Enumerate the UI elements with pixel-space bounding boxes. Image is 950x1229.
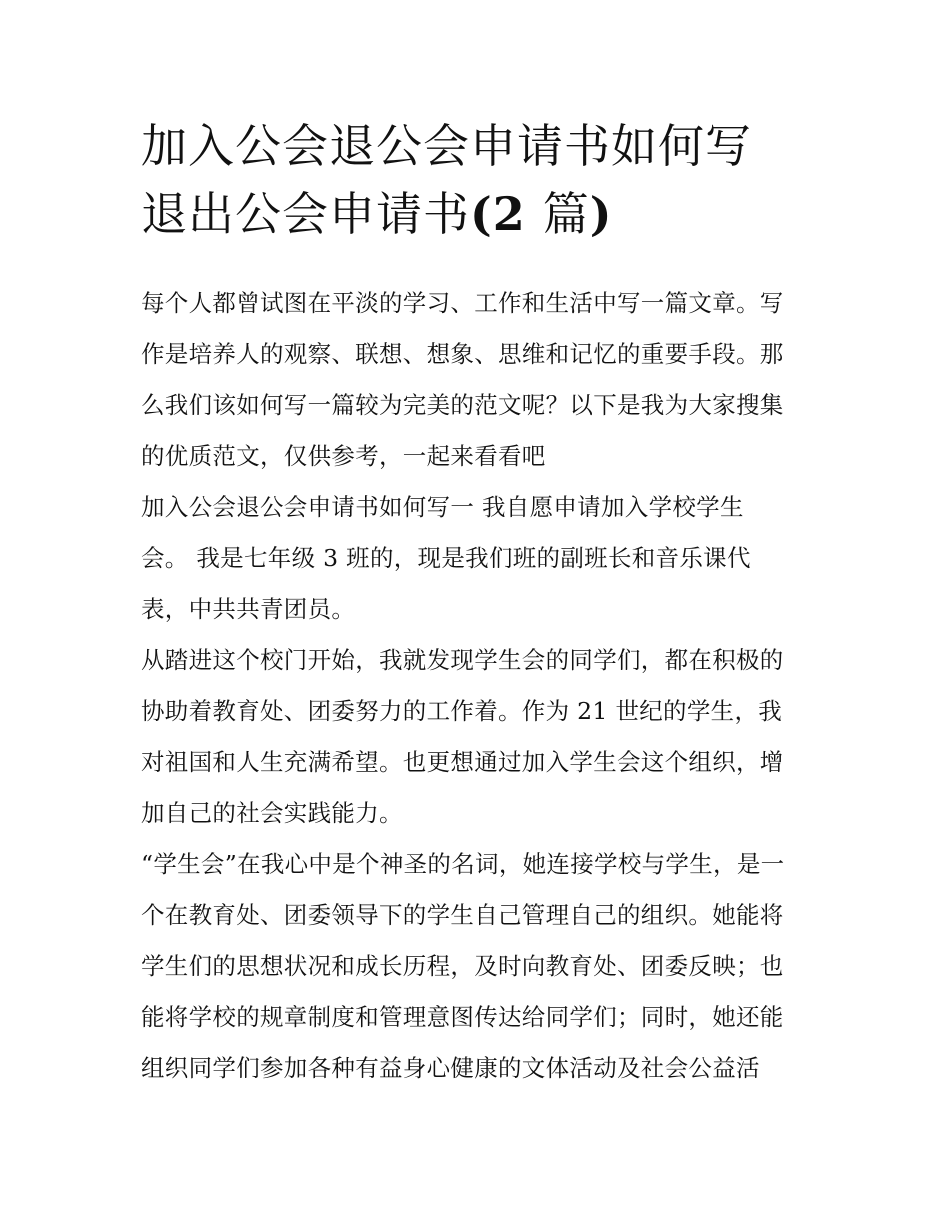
paragraph-line: 组织同学们参加各种有益身心健康的文体活动及社会公益活 [141, 1054, 760, 1082]
title-line-2-unit: 篇 [542, 187, 590, 241]
paragraph-line: 么我们该如何写一篇较为完美的范文呢？以下是我为大家搜集 [141, 391, 784, 419]
paragraph-line: 每个人都曾试图在平淡的学习、工作和生活中写一篇文章。写 [141, 289, 784, 317]
paragraph-line: 的优质范文，仅供参考，一起来看看吧 [141, 442, 546, 470]
paragraph-student-union [141, 839, 821, 1094]
paragraph-line: 表，中共共青团员。 [141, 595, 356, 623]
paragraph-line: 个在教育处、团委领导下的学生自己管理自己的组织。她能将 [141, 901, 784, 929]
paragraph-line: 会。 我是七年级 3 班的，现是我们班的副班长和音乐课代 [141, 544, 751, 572]
title-line-1: 加入公会退公会申请书如何写 [141, 119, 752, 173]
paragraph-line: 学生们的思想状况和成长历程，及时向教育处、团委反映；也 [141, 952, 784, 980]
paragraph-line: 协助着教育处、团委努力的工作着。作为 21 世纪的学生，我 [141, 697, 783, 725]
paragraph-line: “学生会”在我心中是个神圣的名词，她连接学校与学生，是一 [141, 850, 785, 878]
title-line-2-close: ) [589, 187, 613, 241]
document-title [141, 112, 821, 248]
title-line-2 [141, 180, 821, 248]
document-body [141, 278, 821, 1094]
paragraph-application [141, 482, 821, 635]
paragraph-line: 对祖国和人生充满希望。也更想通过加入学生会这个组织，增 [141, 748, 784, 776]
paragraph-intro [141, 278, 821, 482]
title-line-2-count: (2 [470, 187, 543, 241]
paragraph-line: 作是培养人的观察、联想、想象、思维和记忆的重要手段。那 [141, 340, 784, 368]
paragraph-line: 从踏进这个校门开始，我就发现学生会的同学们，都在积极的 [141, 646, 784, 674]
paragraph-line: 能将学校的规章制度和管理意图传达给同学们；同时，她还能 [141, 1003, 784, 1031]
paragraph-motivation [141, 635, 821, 839]
paragraph-line: 加入公会退公会申请书如何写一 我自愿申请加入学校学生 [141, 493, 744, 521]
title-line-2-text: 退出公会申请书 [141, 187, 470, 241]
paragraph-line: 加自己的社会实践能力。 [141, 799, 403, 827]
